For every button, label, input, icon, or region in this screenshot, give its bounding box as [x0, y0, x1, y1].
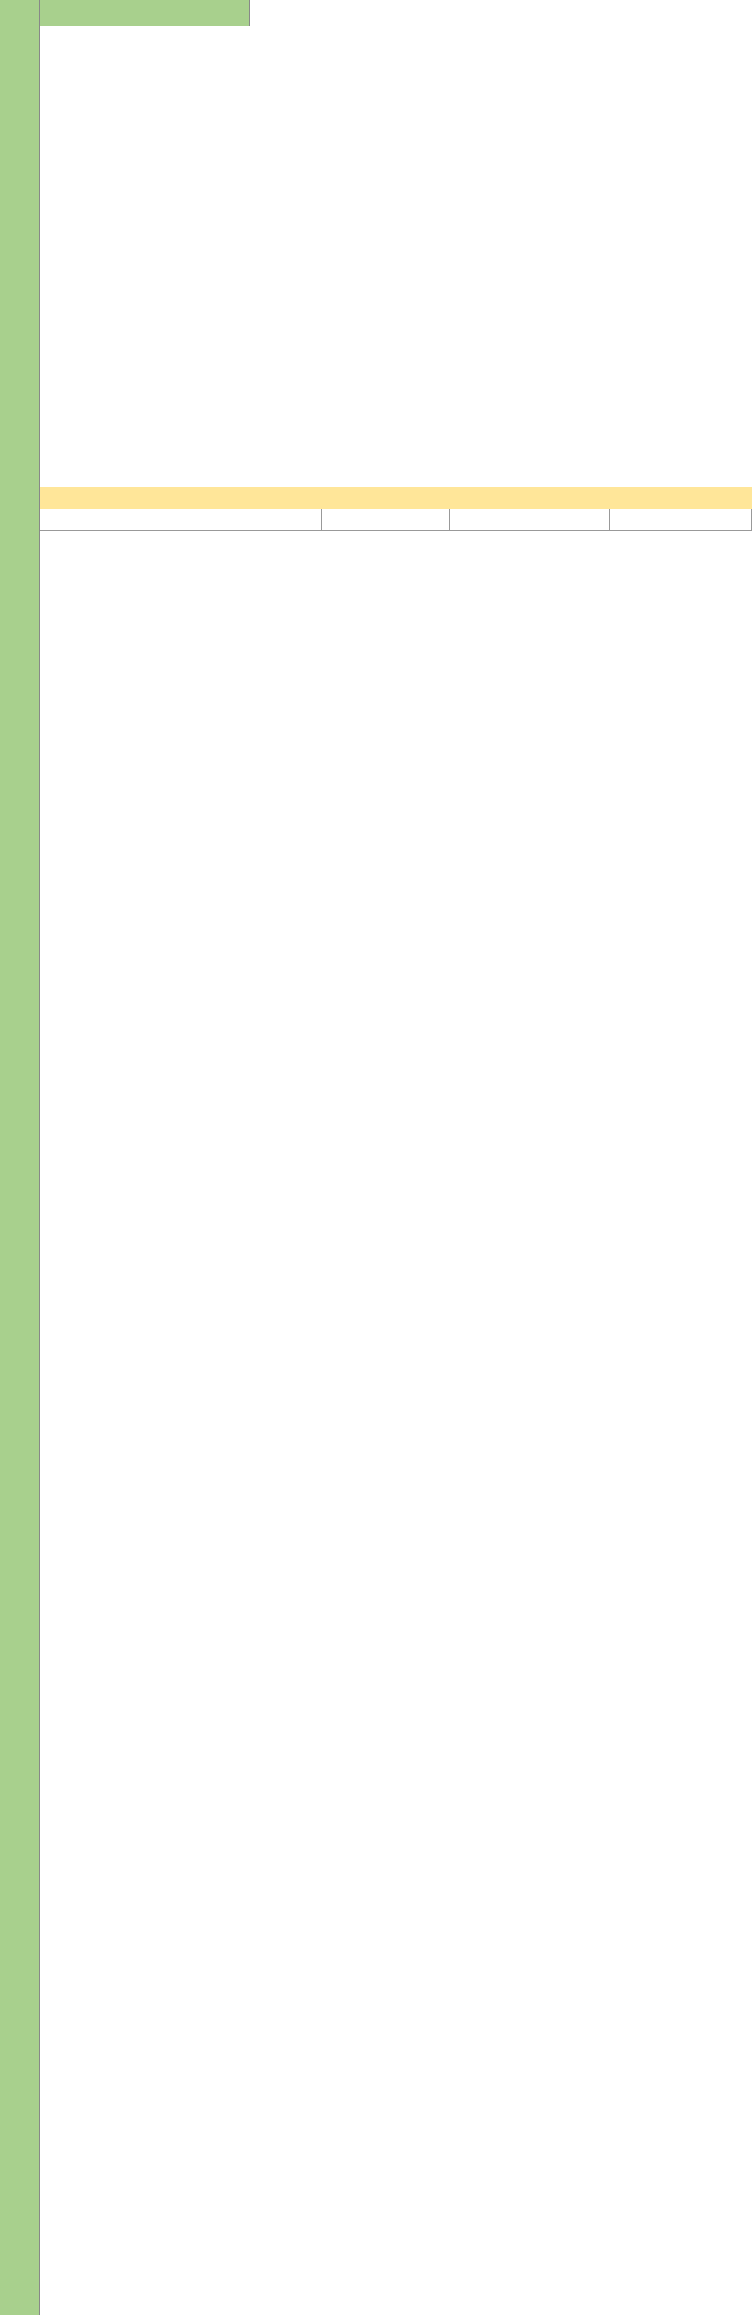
- col-header-major: [40, 509, 322, 531]
- exam-subjects-section: [40, 0, 752, 487]
- col-header-ratio: [610, 509, 752, 531]
- col-header-plan: [322, 509, 450, 531]
- exam-subjects-header: [250, 0, 752, 26]
- category-column: [0, 0, 40, 2315]
- ratio-column: [610, 531, 752, 2315]
- applicable-majors-header: [40, 0, 250, 26]
- col-header-school: [450, 509, 610, 531]
- section-title: [40, 487, 752, 510]
